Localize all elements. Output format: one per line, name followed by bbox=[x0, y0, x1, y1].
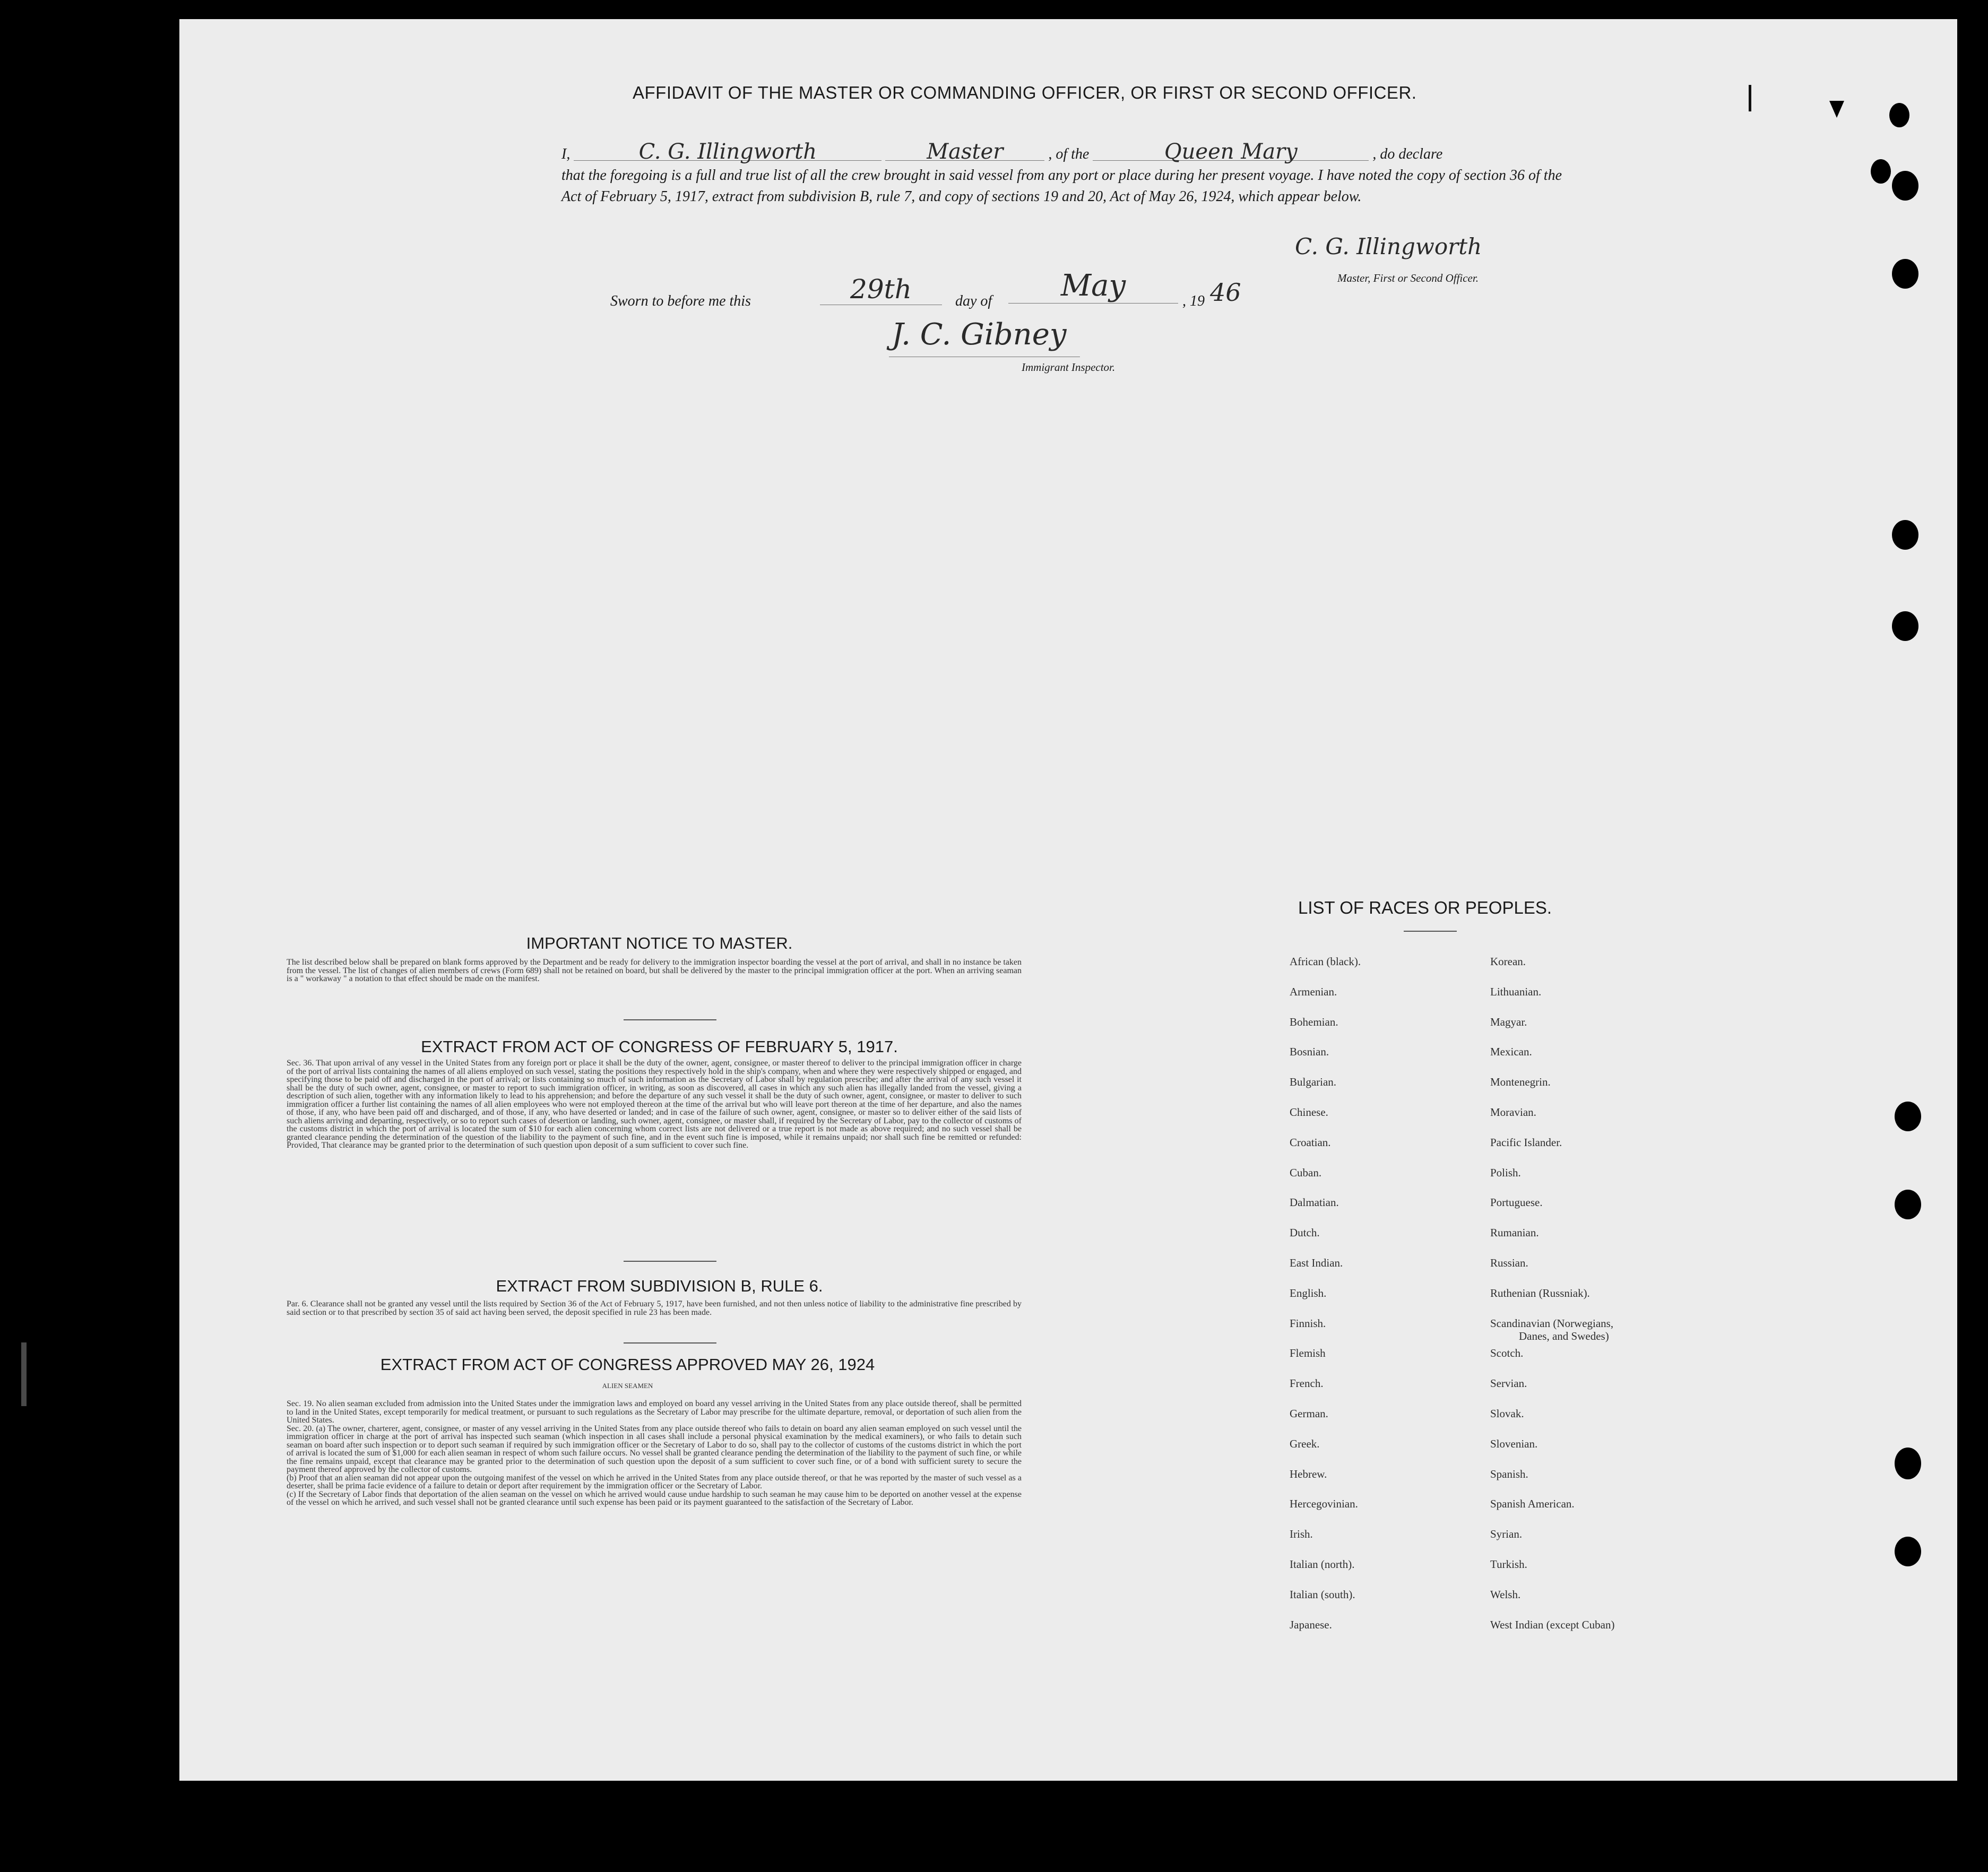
race-item: Japanese. bbox=[1290, 1618, 1332, 1631]
punch-hole bbox=[1871, 159, 1891, 184]
race-item: Montenegrin. bbox=[1490, 1076, 1551, 1089]
race-item: Pacific Islander. bbox=[1490, 1136, 1562, 1149]
race-item: Russian. bbox=[1490, 1256, 1528, 1269]
race-item: Magyar. bbox=[1490, 1015, 1527, 1028]
race-item: English. bbox=[1290, 1286, 1327, 1299]
extract-1924-sec19: Sec. 19. No alien seaman excluded from admission into the United States under the immigration laws and employed on board any vessel arriving in the United States from any place outside thereof, shall be permitted to land in the United States, except temporarily for medical treatment, or pursuant to such regulations as the Secretary of Labor may prescribe for the ultimate departure, removal, or deportation of such alien from the United States. bbox=[287, 1399, 1022, 1425]
divider bbox=[624, 1019, 716, 1020]
race-item: Spanish American. bbox=[1490, 1497, 1575, 1511]
declaration-body: that the foregoing is a full and true list of all the crew brought in said vessel from any port or place during her present voyage. I have noted the copy of section 36 of the Act of February 5, 1917, extract from subdivision B, rule 7, and copy of sections 19 and 20, Act of May 26, 1924, which appear below. bbox=[561, 167, 1562, 205]
punch-hole bbox=[1892, 611, 1918, 641]
race-item: Italian (north). bbox=[1290, 1558, 1355, 1571]
race-item: Finnish. bbox=[1290, 1316, 1326, 1330]
punch-hole bbox=[1895, 1537, 1921, 1566]
punch-hole bbox=[1889, 103, 1909, 127]
race-item: Flemish bbox=[1290, 1347, 1326, 1360]
punch-hole bbox=[1892, 259, 1918, 289]
alien-seamen-subtitle: ALIEN SEAMEN bbox=[602, 1382, 653, 1390]
extract-1924-sec20c: (c) If the Secretary of Labor finds that deportation of the alien seaman on the vessel on which he arrived would cause undue hardship to such seaman he may cause him to be deported on another vessel at the expense of the vessel on which he arrived, and such vessel shall not be granted clearance until such expense has been paid or its payment guaranteed to the satisfaction of the Secretary of Labor. bbox=[287, 1489, 1022, 1507]
race-item: Slovak. bbox=[1490, 1407, 1524, 1420]
race-item: Bulgarian. bbox=[1290, 1076, 1337, 1089]
extract-1917-body: Sec. 36. That upon arrival of any vessel in the United States from any foreign port or place it shall be the duty of the owner, agent, consignee, or master thereof to deliver to the principal immigration officer in charge of the port of arrival lists containing the names of all aliens employed on such vessel, stating the positions they respectively hold in the ship's company, when and where they were respectively shipped or engaged, and specifying those to be paid off and discharged in the port of arrival; or lists containing so much of such information as the Secretary of Labor shall by regulation prescribe; and after the arrival of any such vessel it shall be the duty of such owner, agent, consignee, or master to report to such immigration officer, in writing, as soon as discovered, all cases in which any such alien has illegally landed from the vessel, giving a description of such alien, together with any information likely to lead to his apprehension; and before the departure of any such vessel it shall be the duty of such owner, agent, consignee, or master to deliver to such immigration officer a further list containing the names of all alien employees who were not employed thereon at the time of the arrival but who will leave port thereon at the time of her departure, and also the names of those, if any, who have been paid off and discharged, and of those, if any, who have deserted or landed; and in case of the failure of such owner, agent, consignee, or master so to deliver either of the said lists of such aliens arriving and departing, respectively, or so to report such cases of desertion or landing, such owner, agent, consignee, or master shall, if required by the Secretary of Labor, pay to the collector of customs of the customs district in which the port of arrival is located the sum of $10 for each alien concerning whom correct lists are not delivered or a true report is not made as above required; and no such vessel shall be granted clearance pending the determination of the question of the liability to the payment of such fine, and in the event such fine is imposed, while it remains unpaid; nor shall such fine be remitted or refunded: Provided, That clearance may be granted prior to the determination of such question upon deposit of a sum sufficient to cover such fine. bbox=[287, 1059, 1022, 1150]
divider bbox=[624, 1342, 716, 1344]
race-item: Korean. bbox=[1490, 955, 1526, 968]
race-item: Rumanian. bbox=[1490, 1226, 1539, 1240]
race-item: Italian (south). bbox=[1290, 1588, 1355, 1601]
race-item: Irish. bbox=[1290, 1528, 1313, 1541]
of-the-label: , of the bbox=[1048, 146, 1090, 162]
day-of-label: day of bbox=[955, 293, 992, 309]
vessel-name-field: Queen Mary bbox=[1093, 143, 1369, 161]
do-declare-label: , do declare bbox=[1372, 146, 1443, 162]
punch-hole bbox=[1895, 1102, 1921, 1131]
edge-mark bbox=[21, 1342, 27, 1406]
race-item: Cuban. bbox=[1290, 1166, 1322, 1179]
tick-mark bbox=[1749, 85, 1751, 111]
race-item-cont: Danes, and Swedes) bbox=[1519, 1330, 1609, 1342]
race-item: Polish. bbox=[1490, 1166, 1521, 1179]
race-item: Bohemian. bbox=[1290, 1015, 1338, 1028]
race-item: Spanish. bbox=[1490, 1467, 1528, 1480]
race-item: Lithuanian. bbox=[1490, 985, 1542, 998]
extract-1924-title: EXTRACT FROM ACT OF CONGRESS APPROVED MAY 26, 1924 bbox=[380, 1355, 875, 1374]
race-item: Mexican. bbox=[1490, 1045, 1532, 1059]
race-item: Ruthenian (Russniak). bbox=[1490, 1286, 1590, 1299]
races-title: LIST OF RACES OR PEOPLES. bbox=[1298, 898, 1552, 917]
subdivision-b-title: EXTRACT FROM SUBDIVISION B, RULE 6. bbox=[496, 1277, 823, 1295]
divider bbox=[1404, 931, 1457, 932]
race-item: Dalmatian. bbox=[1290, 1196, 1339, 1209]
race-item: Armenian. bbox=[1290, 985, 1337, 998]
year-prefix: , 19 bbox=[1182, 293, 1205, 309]
race-item: Chinese. bbox=[1290, 1106, 1328, 1119]
race-item: Moravian. bbox=[1490, 1106, 1536, 1119]
race-item: Scotch. bbox=[1490, 1347, 1524, 1360]
race-item: African (black). bbox=[1290, 955, 1361, 968]
master-signature: C. G. Illingworth bbox=[1295, 233, 1482, 259]
race-item: Bosnian. bbox=[1290, 1045, 1329, 1059]
race-item: Portuguese. bbox=[1490, 1196, 1543, 1209]
sworn-year-field: 46 bbox=[1210, 278, 1241, 307]
punch-hole bbox=[1892, 171, 1918, 201]
notice-title: IMPORTANT NOTICE TO MASTER. bbox=[526, 934, 793, 952]
declaration-i-label: I, bbox=[561, 146, 571, 162]
punch-hole bbox=[1895, 1190, 1921, 1219]
race-item: Hebrew. bbox=[1290, 1467, 1327, 1480]
race-item: Croatian. bbox=[1290, 1136, 1331, 1149]
extract-1917-title: EXTRACT FROM ACT OF CONGRESS OF FEBRUARY 5, 1917. bbox=[421, 1037, 898, 1056]
race-item: Hercegovinian. bbox=[1290, 1497, 1358, 1511]
inspector-label: Immigrant Inspector. bbox=[1022, 361, 1116, 374]
sworn-label: Sworn to before me this bbox=[610, 293, 751, 309]
rank-field: Master bbox=[885, 143, 1044, 161]
race-item: Scandinavian (Norwegians, bbox=[1490, 1316, 1614, 1330]
race-item: German. bbox=[1290, 1407, 1328, 1420]
race-item: East Indian. bbox=[1290, 1256, 1343, 1269]
punch-hole bbox=[1895, 1448, 1921, 1479]
master-name-field: C. G. Illingworth bbox=[574, 143, 881, 161]
notice-body: The list described below shall be prepared on blank forms approved by the Department and be ready for delivery to the immigration inspector boarding the vessel at the port of arrival, and shall in no instance be taken from the vessel. The list of changes of alien members of crews (Form 689) shall not be retained on board, but shall be delivered by the master to the principal immigration officer at the port. When an arriving seaman is a " workaway " a notation to that effect should be made on the manifest. bbox=[287, 958, 1022, 983]
sworn-month-field: May bbox=[1008, 268, 1178, 304]
declaration-paragraph bbox=[561, 140, 1562, 207]
divider bbox=[624, 1261, 716, 1262]
extract-1924-sec20b: (b) Proof that an alien seaman did not appear upon the outgoing manifest of the vessel on which he arrived in the United States from any place outside thereof, or that he was reported by the master of such vessel as a deserter, shall be prima facie evidence of a failure to detain or deport after requirement by the immigration officer or the Secretary of Labor. bbox=[287, 1473, 1022, 1490]
race-item: West Indian (except Cuban) bbox=[1490, 1618, 1615, 1631]
affidavit-title: AFFIDAVIT OF THE MASTER OR COMMANDING OFFICER, OR FIRST OR SECOND OFFICER. bbox=[633, 83, 1417, 102]
inspector-signature: J. C. Gibney bbox=[892, 317, 1067, 352]
extract-1924-sec20a: Sec. 20. (a) The owner, charterer, agent, consignee, or master of any vessel arriving in the United States from any place outside thereof who fails to detain on board any alien seaman employed on such vessel until the immigration officer in charge at the port of arrival has inspected such seaman (which inspection in all cases shall include a personal physical examination by the medical examiners), or who fails to detain such seaman on board after such inspection or to deport such seaman if required by such immigration officer or the Secretary of Labor to do so, shall pay to the collector of customs of the customs district in which the port of arrival is located the sum of $1,000 for each alien seaman in respect of whom such failure occurs. No vessel shall be granted clearance pending the determination of the liability to the payment of such fine, or while the fine remains unpaid, except that clearance may be granted prior to the determination of such question upon the deposit of a sum sufficient to cover such fine, or of a bond with sufficient surety to secure the payment thereof approved by the collector of customs. bbox=[287, 1424, 1022, 1474]
extract-1924-body bbox=[287, 1400, 1022, 1507]
race-item: Dutch. bbox=[1290, 1226, 1320, 1240]
punch-hole bbox=[1892, 520, 1918, 550]
race-item: Servian. bbox=[1490, 1377, 1527, 1390]
signature-label: Master, First or Second Officer. bbox=[1337, 272, 1479, 284]
sworn-day-field: 29th bbox=[820, 274, 942, 305]
race-item: Slovenian. bbox=[1490, 1437, 1538, 1450]
race-item: Turkish. bbox=[1490, 1558, 1527, 1571]
race-item: Greek. bbox=[1290, 1437, 1320, 1450]
race-item: Welsh. bbox=[1490, 1588, 1521, 1601]
race-item: Syrian. bbox=[1490, 1528, 1523, 1541]
race-item: French. bbox=[1290, 1377, 1324, 1390]
subdivision-b-body: Par. 6. Clearance shall not be granted any vessel until the lists required by Section 36 of the Act of February 5, 1917, have been furnished, and not then unless notice of liability to the administrative fine prescribed by said section or to that prescribed by section 35 of said act having been served, the deposit specified in rule 23 has been made. bbox=[287, 1299, 1022, 1317]
